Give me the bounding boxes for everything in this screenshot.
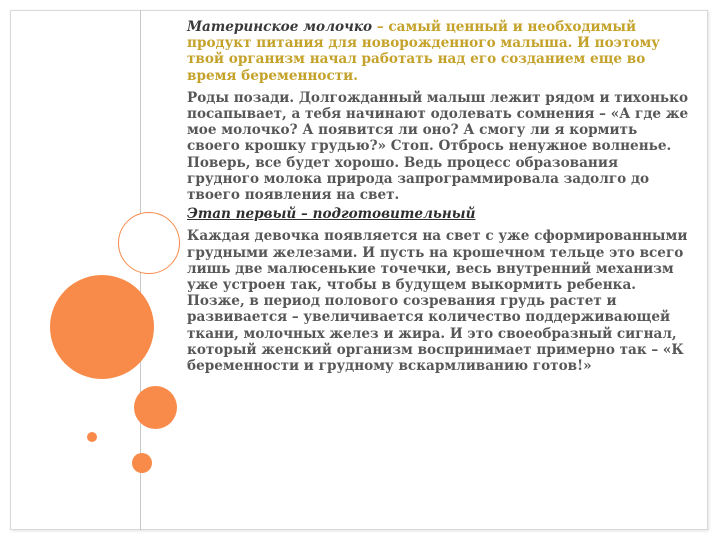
- paragraph-births: Роды позади. Долгожданный малыш лежит рядом и тихонько посапывает, а тебя начинают одолевать сомнения – «А где же мое молочко? А появится ли оно? А смогу ли я кормить своего крошку грудью?» Стоп. Отбрось ненужное волненье. Поверь, все будет хорошо. Ведь процесс образования грудного молока природа запрограммировала задолго до твоего появления на свет.: [187, 89, 689, 204]
- decor-circle-outline: [118, 212, 180, 274]
- decor-circle-bottom: [132, 453, 152, 473]
- decor-circle-medium: [134, 386, 177, 429]
- paragraph-stage-one: Каждая девочка появляется на свет с уже сформированными грудными железами. И пусть на крошечном тельце это всего лишь две малюсенькие точечки, весь внутренний механизм уже устроен так, чтобы в будущем выкормить ребенка. Позже, в период полового созревания грудь растет и развивается – увеличивается количество поддерживающей ткани, молочных желез и жира. И это своеобразный сигнал, который женский организм воспринимает примерно так – «К беременности и грудному вскармливанию готов!»: [187, 228, 688, 375]
- intro-rest: – самый ценный и необходимый продукт питания для новорожденного малыша. И поэтому твой организм начал работать над его созданием еще во время беременности.: [187, 19, 660, 84]
- decor-circle-large: [50, 275, 154, 379]
- section-title: Этап первый – подготовительный: [187, 206, 476, 223]
- decor-circle-small: [87, 432, 97, 442]
- intro-emphasis: Материнское молочко: [187, 19, 373, 35]
- text-column: [187, 19, 689, 374]
- intro-paragraph: [187, 19, 689, 84]
